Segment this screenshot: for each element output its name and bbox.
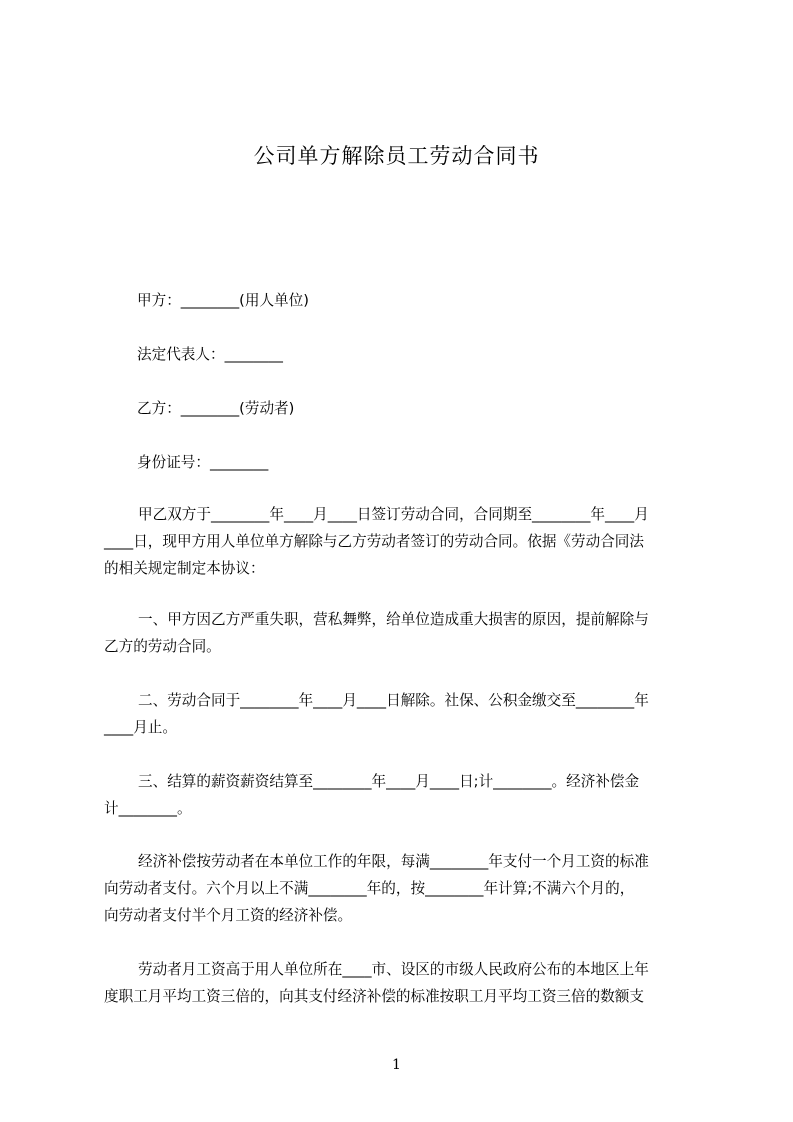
- id-number-line: 身份证号：________: [137, 454, 269, 471]
- intro-line-3: 的相关规定制定本协议：: [104, 560, 265, 577]
- compensation-line-1: 经济补偿按劳动者在本单位工作的年限，每满________年支付一个月工资的标准: [138, 853, 649, 870]
- clause-1-paragraph: [104, 606, 704, 660]
- compensation-paragraph: [104, 848, 704, 929]
- intro-line-2: ____日，现甲方用人单位单方解除与乙方劳动者签订的劳动合同。依据《劳动合同法: [104, 533, 644, 550]
- clause-3-paragraph: [104, 768, 704, 822]
- intro-line-1: 甲乙双方于________年____月____日签订劳动合同，合同期至________年____月: [138, 506, 649, 523]
- party-a-line: 甲方：________(用人单位): [137, 292, 309, 309]
- document-title: 公司单方解除员工劳动合同书: [253, 144, 540, 168]
- clause-2-line-1: 二、劳动合同于________年____月____日解除。社保、公积金缴交至________年: [138, 692, 649, 709]
- page-number: 1: [392, 1057, 401, 1073]
- clause-1-line-1: 一、甲方因乙方严重失职，营私舞弊，给单位造成重大损害的原因，提前解除与: [138, 611, 649, 628]
- legal-representative-line: 法定代表人：________: [137, 346, 283, 363]
- compensation-line-3: 向劳动者支付半个月工资的经济补偿。: [104, 907, 353, 924]
- clause-3-line-1: 三、结算的薪资薪资结算至________年____月____日;计________。经济补偿金: [138, 773, 640, 790]
- clause-1-line-2: 乙方的劳动合同。: [104, 638, 221, 655]
- high-salary-line-1: 劳动者月工资高于用人单位所在____市、设区的市级人民政府公布的本地区上年: [138, 961, 649, 978]
- intro-paragraph: [104, 501, 704, 582]
- compensation-line-2: 向劳动者支付。六个月以上不满________年的，按________年计算;不满六个月的，: [104, 880, 635, 897]
- clause-3-line-2: 计________。: [104, 800, 192, 817]
- high-salary-line-2: 度职工月平均工资三倍的，向其支付经济补偿的标准按职工月平均工资三倍的数额支: [104, 988, 644, 1005]
- party-b-line: 乙方：________(劳动者): [137, 400, 295, 417]
- high-salary-paragraph: [104, 956, 704, 1010]
- clause-2-paragraph: [104, 687, 704, 741]
- clause-2-line-2: ____月止。: [104, 719, 177, 736]
